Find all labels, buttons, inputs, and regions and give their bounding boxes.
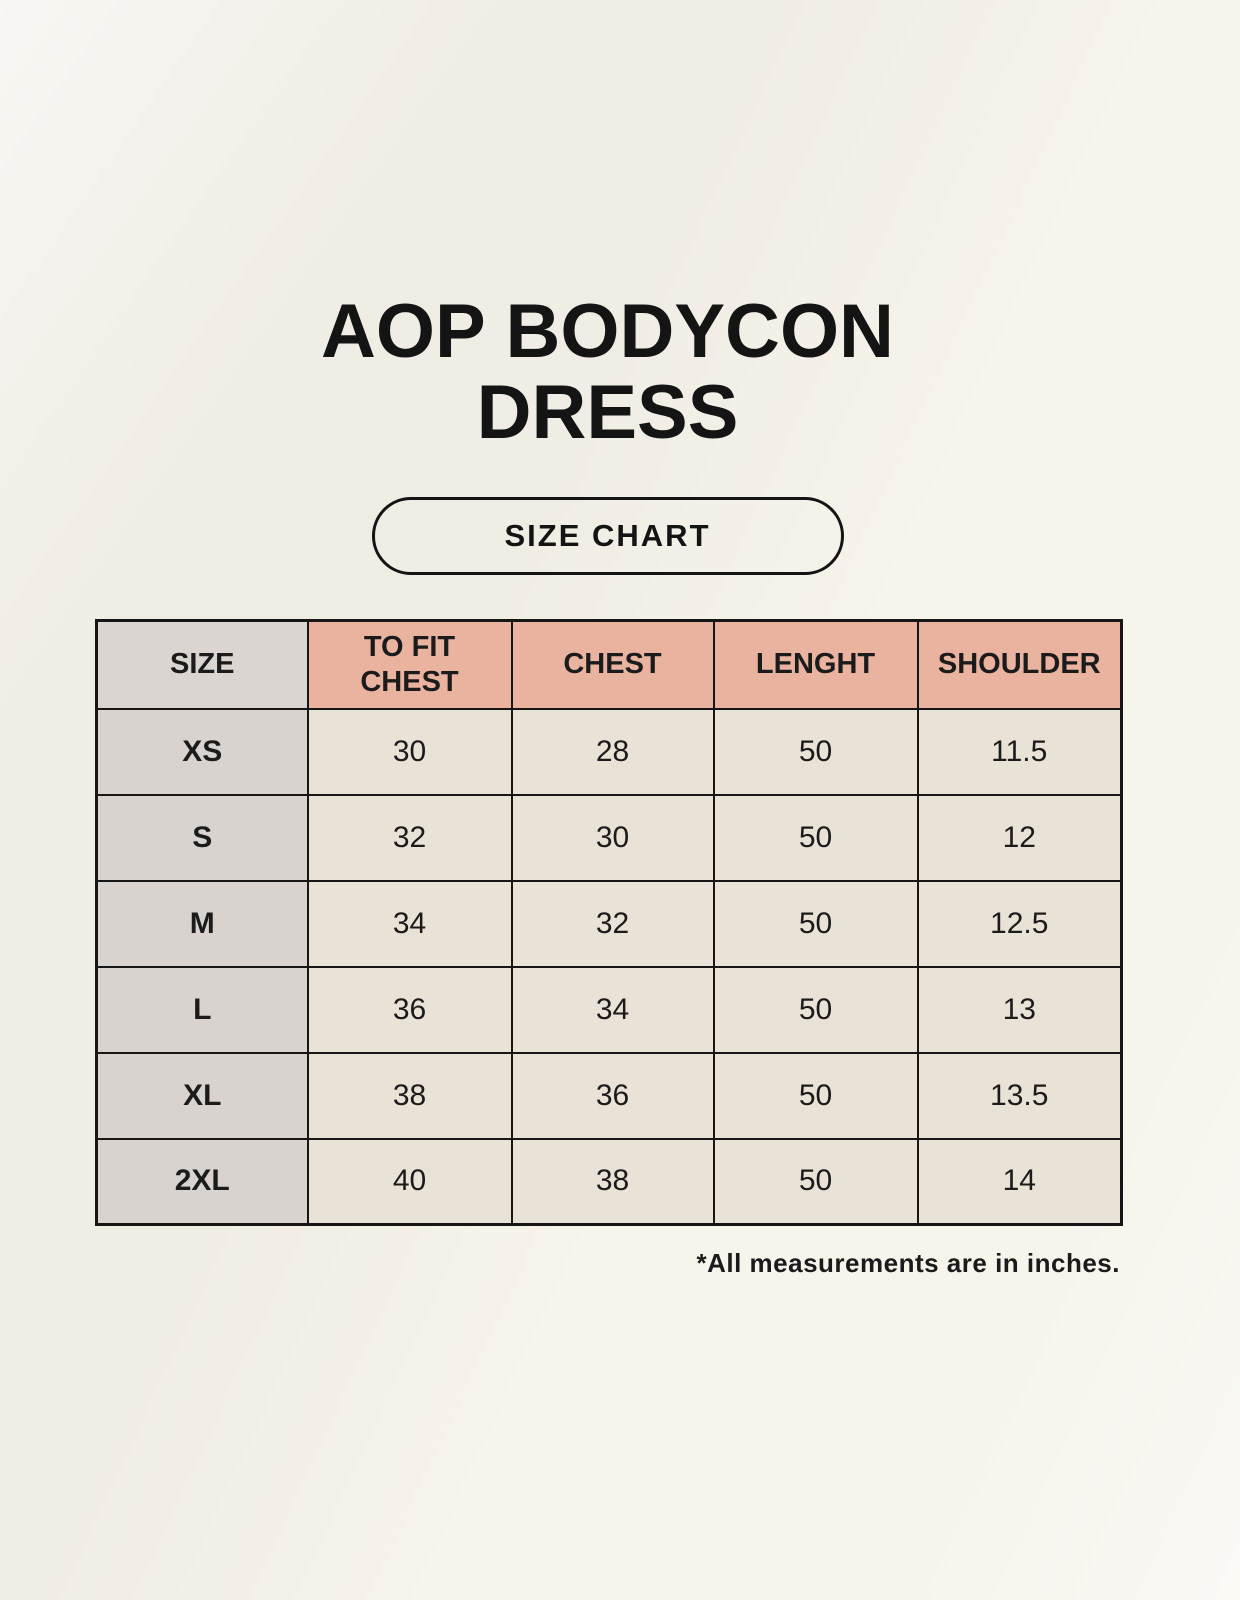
to-fit-chest-value: 36 xyxy=(308,967,512,1053)
shoulder-value: 12 xyxy=(918,795,1122,881)
chest-value: 30 xyxy=(512,795,714,881)
column-header-to-fit-chest: TO FIT CHEST xyxy=(308,621,512,709)
length-value: 50 xyxy=(714,795,918,881)
shoulder-value: 12.5 xyxy=(918,881,1122,967)
to-fit-chest-value: 34 xyxy=(308,881,512,967)
page-title-line1: AOP BODYCON xyxy=(321,289,894,374)
size-label: M xyxy=(97,881,308,967)
table-row-m xyxy=(97,881,1122,967)
size-chart-badge xyxy=(372,497,844,575)
shoulder-value: 13 xyxy=(918,967,1122,1053)
measurements-footnote: *All measurements are in inches. xyxy=(696,1248,1120,1279)
to-fit-chest-value: 32 xyxy=(308,795,512,881)
table-row-xl xyxy=(97,1053,1122,1139)
size-chart-badge-label: SIZE CHART xyxy=(504,518,711,554)
page-title-line2: DRESS xyxy=(476,369,739,455)
chest-value: 38 xyxy=(512,1139,714,1225)
chest-value: 32 xyxy=(512,881,714,967)
size-label: S xyxy=(97,795,308,881)
table-row-2xl xyxy=(97,1139,1122,1225)
to-fit-chest-value: 40 xyxy=(308,1139,512,1225)
header-row xyxy=(97,621,1122,709)
column-header-shoulder: SHOULDER xyxy=(918,621,1122,709)
to-fit-chest-value: 30 xyxy=(308,709,512,795)
shoulder-value: 11.5 xyxy=(918,709,1122,795)
table-row-s xyxy=(97,795,1122,881)
length-value: 50 xyxy=(714,1139,918,1225)
chest-value: 34 xyxy=(512,967,714,1053)
column-header-length: LENGHT xyxy=(714,621,918,709)
size-chart-page xyxy=(95,0,1120,1279)
chest-value: 36 xyxy=(512,1053,714,1139)
column-header-chest: CHEST xyxy=(512,621,714,709)
length-value: 50 xyxy=(714,881,918,967)
shoulder-value: 14 xyxy=(918,1139,1122,1225)
length-value: 50 xyxy=(714,1053,918,1139)
table-row-xs xyxy=(97,709,1122,795)
shoulder-value: 13.5 xyxy=(918,1053,1122,1139)
size-chart-table xyxy=(95,619,1123,1226)
size-label: XS xyxy=(97,709,308,795)
chest-value: 28 xyxy=(512,709,714,795)
table-row-l xyxy=(97,967,1122,1053)
column-header-size: SIZE xyxy=(97,621,308,709)
size-label: XL xyxy=(97,1053,308,1139)
size-label: 2XL xyxy=(97,1139,308,1225)
page-title xyxy=(95,289,1120,455)
size-label: L xyxy=(97,967,308,1053)
to-fit-chest-value: 38 xyxy=(308,1053,512,1139)
length-value: 50 xyxy=(714,967,918,1053)
length-value: 50 xyxy=(714,709,918,795)
